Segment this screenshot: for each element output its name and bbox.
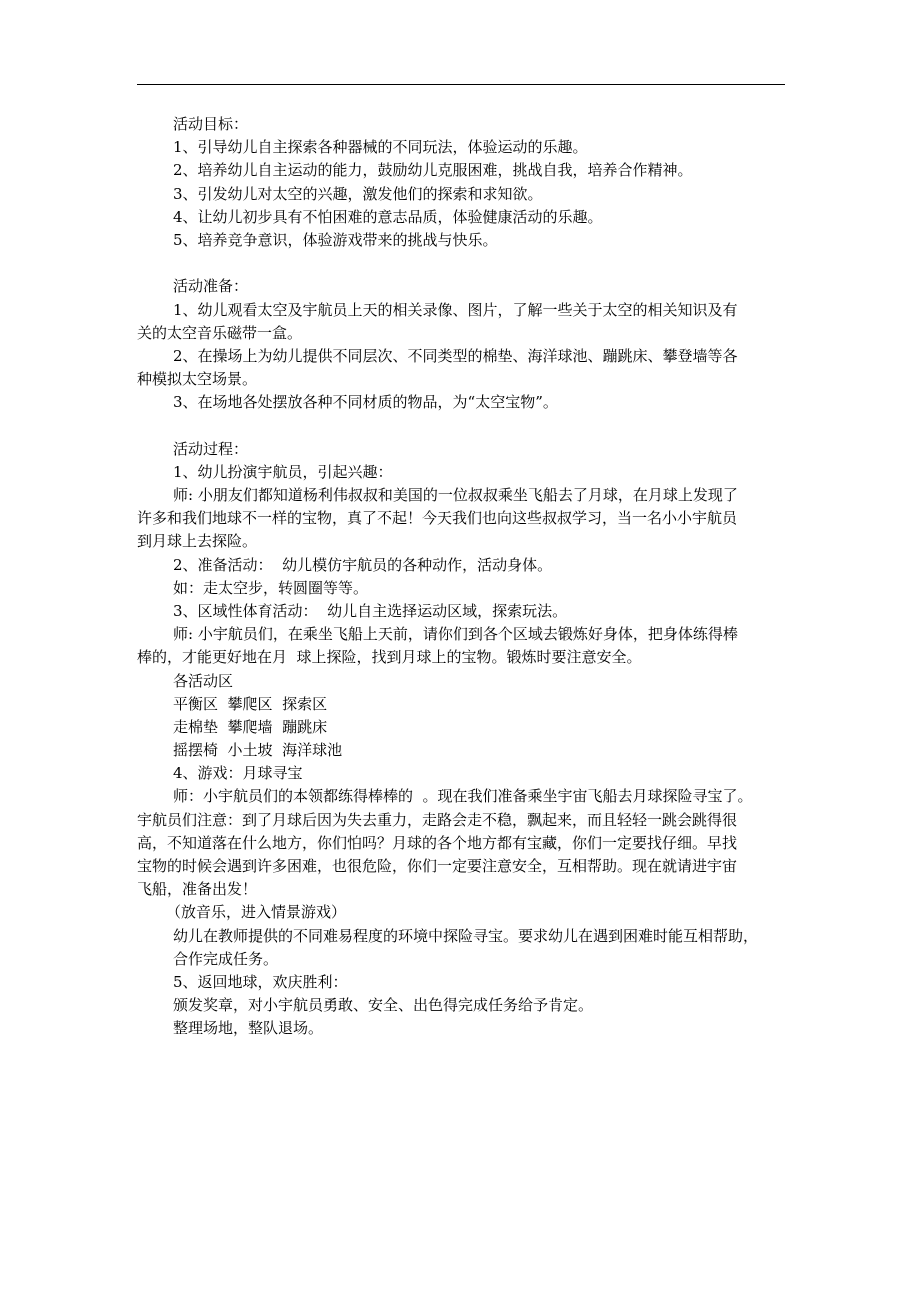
text-line: 宇航员们注意：到了月球后因为失去重力，走路会走不稳，飘起来，而且轻轻一跳会跳得很	[137, 810, 738, 829]
text-line: 活动目标：	[173, 115, 249, 133]
text-line: 1、引导幼儿自主探索各种器械的不同玩法，体验运动的乐趣。	[173, 138, 588, 157]
text-line: 各活动区	[173, 671, 234, 690]
text-line: 活动准备：	[173, 277, 249, 296]
text-line: 2、培养幼儿自主运动的能力，鼓励幼儿克服困难，挑战自我，培养合作精神。	[173, 161, 693, 180]
text-line: 4、让幼儿初步具有不怕困难的意志品质，体验健康活动的乐趣。	[173, 207, 603, 226]
text-line: 师：小宇航员们的本领都练得棒棒的 。现在我们准备乘坐宇宙飞船去月球探险寻宝了。	[173, 787, 753, 806]
text-line: 种模拟太空场景。	[137, 370, 258, 389]
text-line: 摇摆椅 小土坡 海洋球池	[173, 741, 343, 760]
text-line: 2、准备活动： 幼儿模仿宇航员的各种动作，活动身体。	[173, 555, 553, 574]
text-line: 关的太空音乐磁带一盒。	[137, 323, 303, 342]
text-line: 5、返回地球，欢庆胜利：	[173, 972, 348, 991]
text-line: 3、引发幼儿对太空的兴趣，激发他们的探索和求知欲。	[173, 184, 543, 203]
text-line: 5、培养竞争意识，体验游戏带来的挑战与快乐。	[173, 230, 498, 249]
text-line: 师: 小朋友们都知道杨利伟叔叔和美国的一位叔叔乘坐飞船去了月球，在月球上发现了	[173, 486, 738, 504]
text-line: 3、在场地各处摆放各种不同材质的物品，为“太空宝物”。	[173, 393, 558, 412]
blank-line	[137, 414, 797, 437]
text-line: 1、幼儿扮演宇航员，引起兴趣：	[173, 462, 393, 481]
text-line: 宝物的时候会遇到许多困难，也很危险，你们一定要注意安全，互相帮助。现在就请进宇宙	[137, 857, 738, 875]
text-line: 走棉垫 攀爬墙 蹦跳床	[173, 717, 328, 736]
text-line: 1、幼儿观看太空及宇航员上天的相关录像、图片，了解一些关于太空的相关知识及有	[173, 300, 738, 319]
text-line: 许多和我们地球不一样的宝物，真了不起！今天我们也向这些叔叔学习，当一名小小宇航员	[137, 509, 738, 528]
text-line: 2、在操场上为幼儿提供不同层次、不同类型的棉垫、海洋球池、蹦跳床、攀登墙等各	[173, 346, 738, 365]
document-body	[137, 113, 797, 1041]
text-line: 平衡区 攀爬区 探索区	[173, 694, 328, 713]
text-line: 到月球上去探险。	[137, 532, 258, 551]
text-line: 合作完成任务。	[173, 949, 279, 968]
header-rule	[137, 84, 785, 85]
text-line: 整理场地，整队退场。	[173, 1019, 324, 1038]
text-line: 幼儿在教师提供的不同难易程度的环境中探险寻宝。要求幼儿在遇到困难时能互相帮助，	[173, 926, 759, 945]
text-line: 棒的，才能更好地在月 球上探险，找到月球上的宝物。锻炼时要注意安全。	[137, 648, 642, 667]
text-line: 高，不知道落在什么地方，你们怕吗？月球的各个地方都有宝藏，你们一定要找仔细。早找	[137, 833, 738, 852]
text-line: （放音乐，进入情景游戏）	[166, 903, 347, 922]
text-line: 飞船，准备出发！	[137, 880, 258, 899]
text-line: 颁发奖章，对小宇航员勇敢、安全、出色得完成任务给予肯定。	[173, 996, 594, 1015]
text-line: 4、游戏：月球寻宝	[173, 764, 303, 783]
text-line: 如：走太空步，转圆圈等等。	[173, 578, 369, 597]
text-line: 3、区域性体育活动： 幼儿自主选择运动区域，探索玩法。	[173, 601, 568, 620]
text-line: 师: 小宇航员们，在乘坐飞船上天前，请你们到各个区域去锻炼好身体，把身体练得棒	[173, 625, 738, 644]
text-line: 活动过程：	[173, 439, 249, 458]
blank-line	[137, 252, 797, 275]
